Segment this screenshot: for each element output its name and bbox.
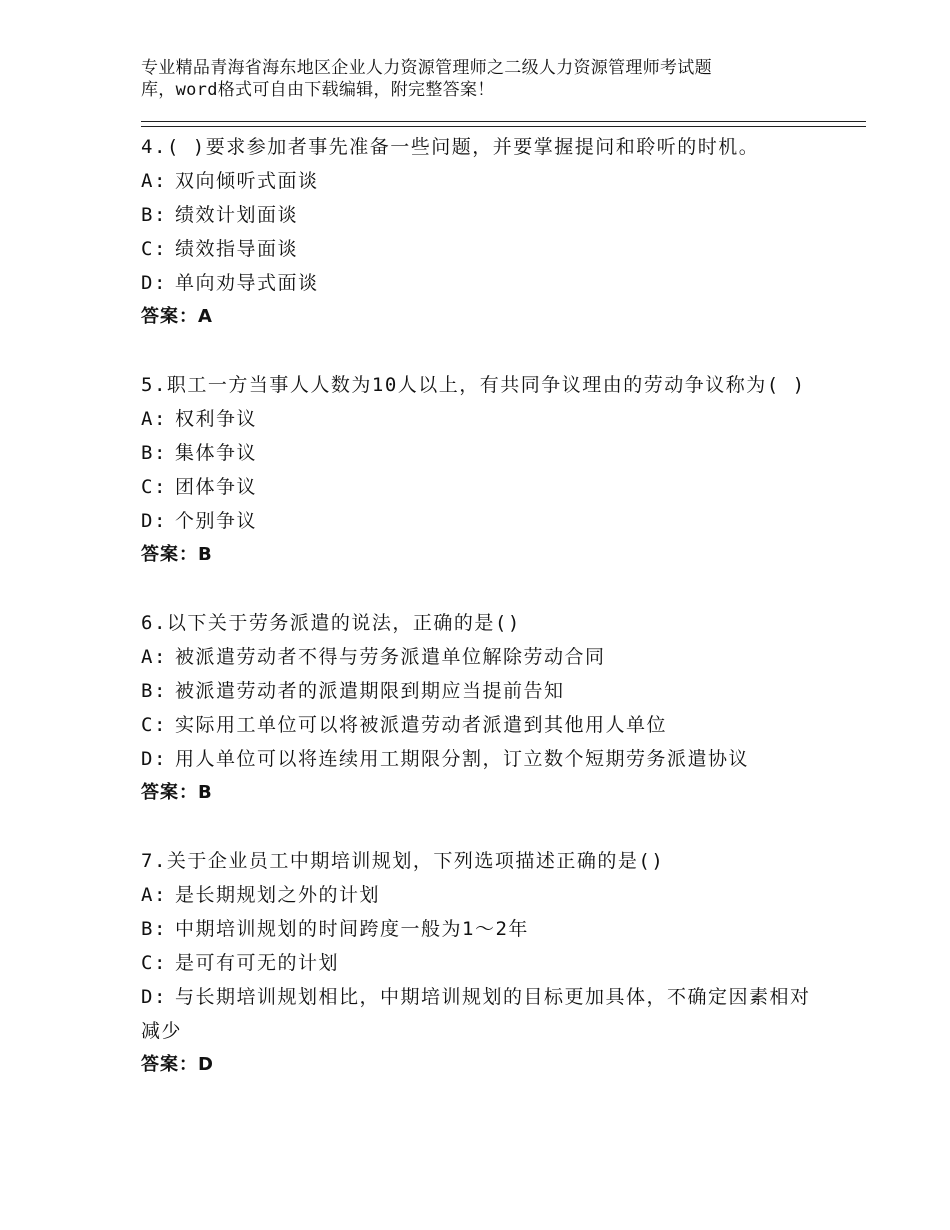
- option-c: [141, 470, 821, 504]
- question-item: [141, 130, 821, 334]
- option-key: A:: [141, 170, 167, 192]
- option-text: 被派遣劳动者不得与劳务派遣单位解除劳动合同: [175, 646, 606, 668]
- question-stem: 4.( )要求参加者事先准备一些问题，并要掌握提问和聆听的时机。: [141, 136, 760, 158]
- option-key: B:: [141, 204, 167, 226]
- question-stem: 6.以下关于劳务派遣的说法，正确的是(): [141, 612, 521, 634]
- option-key: B:: [141, 918, 167, 940]
- option-text: 是长期规划之外的计划: [175, 884, 381, 906]
- option-text: 绩效指导面谈: [175, 238, 299, 260]
- option-key: D:: [141, 510, 167, 532]
- option-a: [141, 878, 821, 912]
- option-key: D:: [141, 272, 167, 294]
- document-header: [141, 57, 841, 101]
- option-b: [141, 674, 821, 708]
- option-c: [141, 708, 821, 742]
- option-text: 团体争议: [175, 476, 258, 498]
- answer-line: [141, 300, 821, 334]
- answer-line: [141, 1048, 821, 1082]
- option-text: 集体争议: [175, 442, 258, 464]
- answer-value: B: [198, 782, 213, 803]
- question-stem: 7.关于企业员工中期培训规划，下列选项描述正确的是(): [141, 850, 665, 872]
- answer-line: [141, 538, 821, 572]
- option-text: 是可有可无的计划: [175, 952, 340, 974]
- option-text: 用人单位可以将连续用工期限分割，订立数个短期劳务派遣协议: [175, 748, 750, 770]
- answer-label: 答案：: [141, 1054, 198, 1075]
- option-key: C:: [141, 238, 167, 260]
- option-c: [141, 946, 821, 980]
- option-key: D:: [141, 748, 167, 770]
- header-divider-top: [141, 121, 866, 122]
- option-d: [141, 742, 821, 776]
- answer-value: A: [198, 306, 213, 327]
- option-a: [141, 640, 821, 674]
- answer-label: 答案：: [141, 544, 198, 565]
- option-c: [141, 232, 821, 266]
- option-b: [141, 198, 821, 232]
- question-item: [141, 368, 821, 572]
- option-text: 绩效计划面谈: [175, 204, 299, 226]
- question-item: [141, 844, 821, 1082]
- option-text: 被派遣劳动者的派遣期限到期应当提前告知: [175, 680, 565, 702]
- option-text: 双向倾听式面谈: [175, 170, 319, 192]
- option-a: [141, 402, 821, 436]
- option-b: [141, 912, 821, 946]
- option-text: 与长期培训规划相比，中期培训规划的目标更加具体，不确定因素相对减少: [141, 986, 811, 1042]
- answer-label: 答案：: [141, 782, 198, 803]
- option-text: 中期培训规划的时间跨度一般为1～2年: [175, 918, 529, 940]
- answer-label: 答案：: [141, 306, 198, 327]
- option-key: B:: [141, 442, 167, 464]
- option-b: [141, 436, 821, 470]
- option-key: A:: [141, 884, 167, 906]
- option-key: A:: [141, 646, 167, 668]
- option-key: C:: [141, 952, 167, 974]
- option-key: A:: [141, 408, 167, 430]
- option-key: C:: [141, 714, 167, 736]
- header-divider-bottom: [141, 126, 866, 127]
- answer-value: B: [198, 544, 213, 565]
- option-d: [141, 504, 821, 538]
- option-key: C:: [141, 476, 167, 498]
- option-key: D:: [141, 986, 167, 1008]
- option-text: 个别争议: [175, 510, 258, 532]
- option-d: [141, 266, 821, 300]
- question-item: [141, 606, 821, 810]
- option-text: 单向劝导式面谈: [175, 272, 319, 294]
- option-text: 实际用工单位可以将被派遣劳动者派遣到其他用人单位: [175, 714, 668, 736]
- header-line-1: 专业精品青海省海东地区企业人力资源管理师之二级人力资源管理师考试题: [141, 58, 712, 78]
- answer-value: D: [198, 1054, 214, 1075]
- answer-line: [141, 776, 821, 810]
- option-d: [141, 980, 821, 1048]
- option-text: 权利争议: [175, 408, 258, 430]
- question-stem: 5.职工一方当事人人数为10人以上，有共同争议理由的劳动争议称为( ): [141, 374, 806, 396]
- question-list: [141, 130, 821, 1116]
- option-a: [141, 164, 821, 198]
- option-key: B:: [141, 680, 167, 702]
- header-line-2: 库，word格式可自由下载编辑，附完整答案！: [141, 80, 495, 100]
